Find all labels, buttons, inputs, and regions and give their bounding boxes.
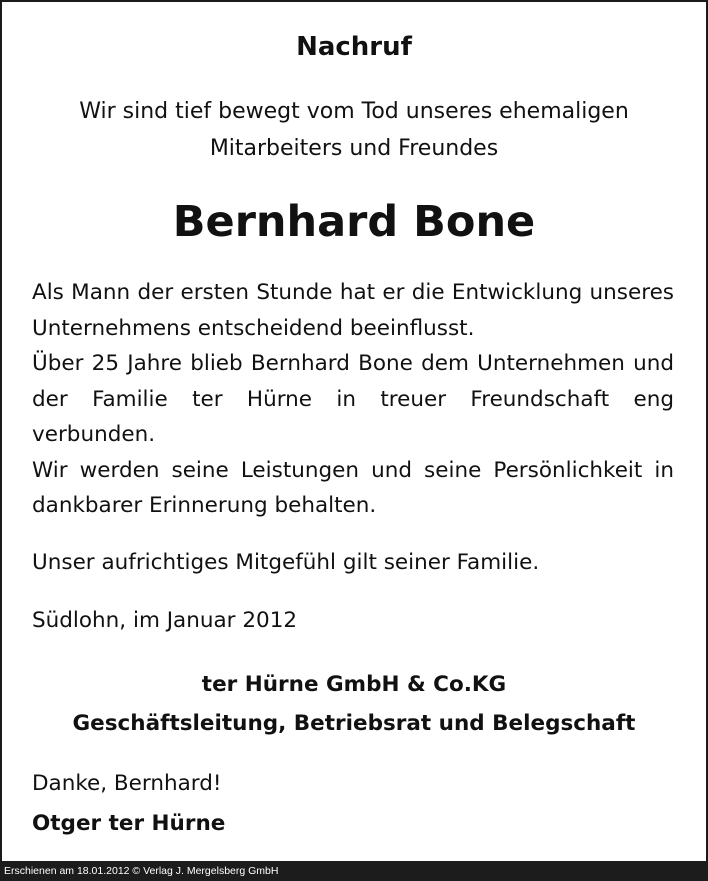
intro-line-1: Wir sind tief bewegt vom Tod unseres ehemaligen xyxy=(79,99,629,124)
notice-intro xyxy=(0,93,708,167)
body-paragraph-1: Als Mann der ersten Stunde hat er die Entwicklung unseres Unternehmens entscheidend beeinflusst. xyxy=(32,280,674,341)
thanks-line: Danke, Bernhard! xyxy=(32,771,222,796)
notice-title: Nachruf xyxy=(296,32,412,62)
signer-name: Otger ter Hürne xyxy=(32,811,226,836)
place-date: Südlohn, im Januar 2012 xyxy=(32,608,298,633)
company-name: ter Hürne GmbH & Co.KG xyxy=(201,672,507,697)
staff-line: Geschäftsleitung, Betriebsrat und Belegschaft xyxy=(72,711,636,736)
intro-line-2: Mitarbeiters und Freundes xyxy=(209,136,499,161)
body-paragraph-2: Über 25 Jahre blieb Bernhard Bone dem Unternehmen und der Familie ter Hürne in treuer Freundschaft eng verbunden. xyxy=(32,351,674,447)
publication-footer xyxy=(0,861,708,881)
notice-body xyxy=(32,275,674,524)
deceased-name: Bernhard Bone xyxy=(172,197,536,247)
sympathy-line: Unser aufrichtiges Mitgefühl gilt seiner Familie. xyxy=(32,550,540,575)
publication-footer-text: Erschienen am 18.01.2012 © Verlag J. Mergelsberg GmbH xyxy=(4,865,279,877)
body-paragraph-3: Wir werden seine Leistungen und seine Persönlichkeit in dankbarer Erinnerung behalten. xyxy=(32,457,674,518)
